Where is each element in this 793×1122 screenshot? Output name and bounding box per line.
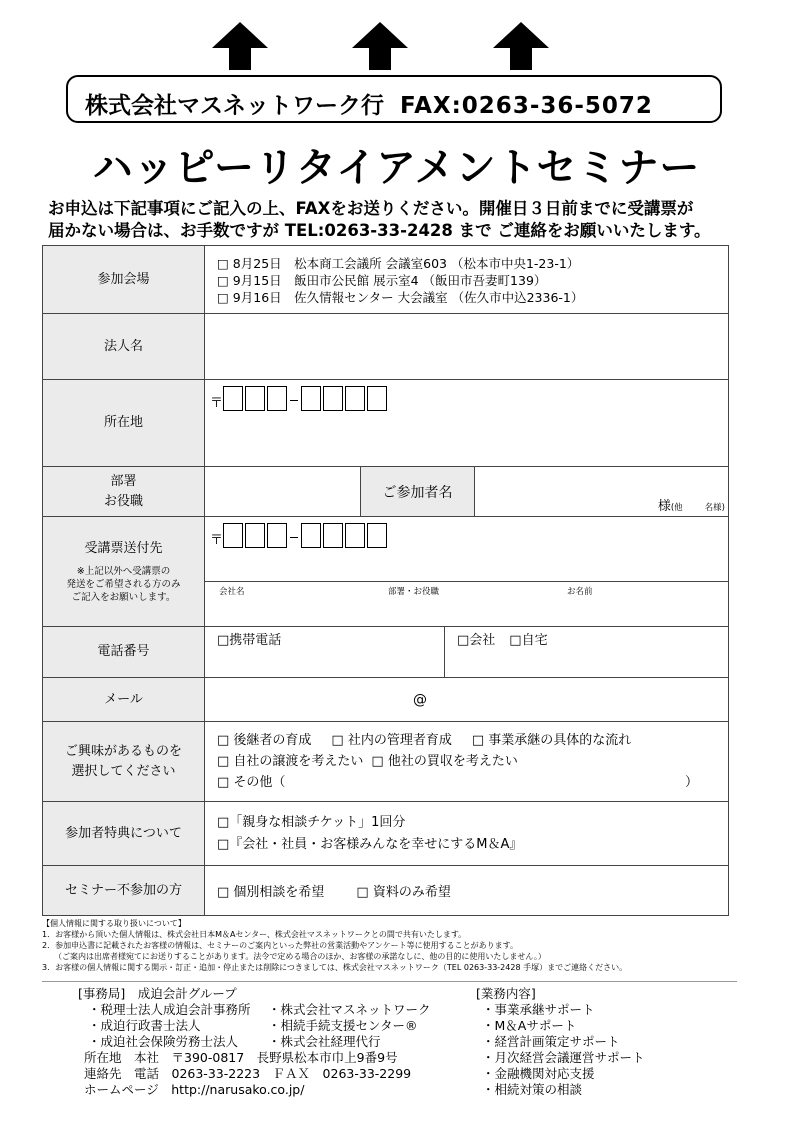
phone-field[interactable]: [205, 627, 729, 678]
dept-label-line: お役職: [103, 493, 143, 509]
absent-materials[interactable]: □ 資料のみ希望: [356, 885, 451, 900]
application-form: [42, 245, 729, 916]
up-arrow-icon: [352, 22, 408, 70]
venue-options: [205, 246, 729, 314]
mail-label: メール: [43, 678, 205, 722]
mail-field[interactable]: [205, 678, 729, 722]
privacy-notes: [42, 918, 782, 973]
business-item: ・事業承継サポート: [482, 1002, 595, 1017]
business-item: ・月次経営会議運営サポート: [482, 1050, 645, 1065]
dept-field[interactable]: [205, 467, 361, 517]
interest-label-line: ご興味があるものを: [64, 743, 182, 759]
privacy-note-line: 2．参加申込書に記載されたお客様の情報は、セミナーのご案内といった弊社の営業活動やアンケート等に使用することがあります。: [42, 941, 518, 950]
absent-options: [205, 866, 729, 916]
at-sign: @: [413, 691, 427, 708]
interest-other-close: ）: [685, 775, 699, 790]
absent-label: セミナー不参加の方: [43, 866, 205, 916]
benefits-label: 参加者特典について: [43, 802, 205, 866]
company-label: 法人名: [43, 314, 205, 380]
office-entity: ・成迫行政書士法人: [88, 1018, 201, 1033]
address-label: 所在地: [43, 380, 205, 467]
office-entity: ・株式会社マスネットワーク: [268, 1002, 431, 1017]
ticket-note-line: ご記入をお願いします。: [71, 592, 176, 603]
venue-option[interactable]: □ 8月25日 松本商工会議所 会議室603 （松本市中央1-23-1）: [217, 256, 580, 271]
office-entity: ・株式会社経理代行: [268, 1034, 381, 1049]
privacy-note-line: 3．お客様の個人情報に関する開示・訂正・追加・停止または削除につきましては、株式会社マスネットワーク（TEL 0263-33-2428 手塚）までご連絡ください。: [42, 963, 628, 972]
benefit-ticket[interactable]: □「親身な相談チケット」1回分: [217, 814, 406, 830]
business-info: [476, 986, 645, 1098]
benefits-options: [205, 802, 729, 866]
office-entity: ・成迫社会保険労務士法人: [88, 1034, 239, 1049]
venue-label: 参加会場: [43, 246, 205, 314]
zip-mark: 〒: [210, 396, 224, 411]
interest-options: [205, 722, 729, 802]
intro-text: [48, 198, 768, 242]
company-field[interactable]: [205, 314, 729, 380]
up-arrow-icon: [212, 22, 268, 70]
business-heading: [業務内容]: [476, 986, 536, 1001]
sub-name-label: お名前: [567, 587, 593, 597]
address-field[interactable]: [205, 380, 729, 467]
benefit-book[interactable]: □『会社・社員・お客様みんなを幸せにするM＆A』: [217, 836, 523, 852]
fax-destination-box: [66, 75, 722, 123]
intro-line: 届かない場合は、お手数ですが TEL:0263-33-2428 まで ご連絡をお願いいたします。: [48, 221, 711, 240]
office-contact: 連絡先 電話 0263-33-2223 ＦＡＸ 0263-33-2299: [84, 1066, 412, 1081]
mobile-checkbox[interactable]: □携帯電話: [217, 633, 282, 648]
up-arrow-icon: [493, 22, 549, 70]
office-homepage[interactable]: ホームページ http://narusako.co.jp/: [84, 1082, 305, 1097]
participant-label: ご参加者名: [361, 467, 475, 517]
interest-transfer[interactable]: □ 自社の譲渡を考えたい: [217, 754, 364, 769]
intro-line: お申込は下記事項にご記入の上、FAXをお送りください。開催日３日前までに受講票が: [48, 199, 694, 218]
sama-text: 様: [657, 499, 671, 514]
participant-field[interactable]: [475, 467, 729, 517]
phone-label: 電話番号: [43, 627, 205, 678]
office-address: 所在地 本社 〒390-0817 長野県松本市巾上9番9号: [84, 1050, 398, 1065]
ticket-label-text: 受講票送付先: [84, 541, 163, 556]
interest-label-line: 選択してください: [71, 763, 176, 779]
interest-other[interactable]: □ その他（: [217, 775, 286, 790]
business-item: ・経営計画策定サポート: [482, 1034, 620, 1049]
venue-option[interactable]: □ 9月15日 飯田市公民館 展示室4 （飯田市吾妻町139）: [217, 273, 547, 288]
office-entity: ・相続手続支援センター®: [268, 1018, 418, 1033]
absent-consult[interactable]: □ 個別相談を希望: [217, 885, 325, 900]
privacy-note-line: 1．お客様から頂いた個人情報は、株式会社日本M＆Aセンター、株式会社マスネットワークとの間で共有いたします。: [42, 930, 467, 939]
landline-field[interactable]: [445, 627, 548, 677]
office-heading: [事務局] 成迫会計グループ: [78, 986, 237, 1001]
ticket-note-line: 発送をご希望される方のみ: [66, 579, 181, 590]
ticket-note: [43, 565, 204, 604]
interest-acquisition[interactable]: □ 他社の買収を考えたい: [371, 754, 518, 769]
business-item: ・金融機関対応支援: [482, 1066, 595, 1081]
venue-option[interactable]: □ 9月16日 佐久情報センター 大会議室 （佐久市中込2336-1）: [217, 290, 584, 305]
fax-company: 株式会社マスネットワーク行: [85, 93, 384, 119]
privacy-note-line: （ご案内は出席者様宛てにお送りすることがあります。法令で定める場合のほか、お客様の承諾なしに、他の目的に使用いたしません。）: [42, 952, 546, 961]
business-item: ・M＆Aサポート: [482, 1018, 577, 1033]
divider: [42, 981, 737, 982]
home-phone-checkbox[interactable]: □自宅: [509, 633, 548, 648]
business-item: ・相続対策の相談: [482, 1082, 583, 1097]
sub-dept-label: 部署・お役職: [388, 587, 440, 597]
interest-label: [43, 722, 205, 802]
page-title: ハッピーリタイアメントセミナー: [92, 145, 701, 191]
zip-code-boxes[interactable]: [205, 380, 728, 411]
sub-company-label: 会社名: [219, 587, 245, 597]
zip-code-boxes[interactable]: [205, 517, 728, 548]
interest-successor[interactable]: □ 後継者の育成: [217, 733, 312, 748]
ticket-note-line: ※上記以外へ受講票の: [76, 566, 171, 577]
company-phone-checkbox[interactable]: □会社: [457, 633, 496, 648]
office-info: [78, 986, 431, 1098]
fax-number: FAX:0263-36-5072: [400, 93, 653, 119]
ticket-field[interactable]: [205, 517, 729, 627]
privacy-note-line: 【個人情報に関する取り扱いについて】: [42, 919, 186, 928]
office-entity: ・税理士法人成迫会計事務所: [88, 1002, 251, 1017]
interest-manager[interactable]: □ 社内の管理者育成: [331, 733, 452, 748]
dept-label: [43, 467, 205, 517]
interest-succession-flow[interactable]: □ 事業承継の具体的な流れ: [471, 733, 632, 748]
ticket-label: [43, 517, 205, 627]
dept-label-line: 部署: [110, 473, 137, 489]
zip-mark: 〒: [210, 533, 224, 548]
others-close: 名様): [704, 503, 725, 513]
mobile-phone-field[interactable]: [205, 627, 445, 677]
others-open: (他: [670, 503, 683, 513]
